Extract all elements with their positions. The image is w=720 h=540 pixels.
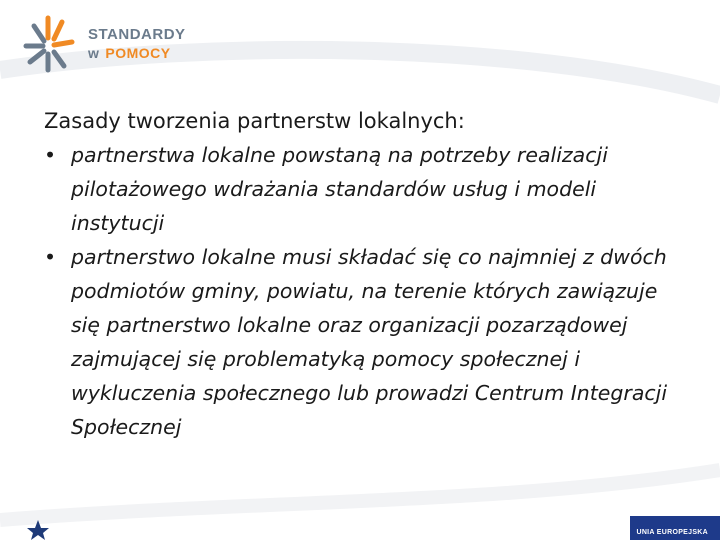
slide-heading: Zasady tworzenia partnerstw lokalnych: [44,109,465,133]
logo-subtitle [88,45,171,61]
eu-badge-text: UNIA EUROPEJSKA [636,529,708,536]
bullet-list [44,138,684,444]
slide-content [44,104,684,444]
logo-star-icon [18,12,84,76]
eu-badge [630,516,720,540]
bullet-text: partnerstwa lokalne powstaną na potrzeby realizacji pilotażowego wdrażania standardów usług i modeli instytucji [71,143,608,235]
flag-star-icon [18,518,58,540]
bullet-text: partnerstwo lokalne musi składać się co najmniej z dwóch podmiotów gminy, powiatu, na terenie których zawiązuje się partnerstwo lokalne oraz organizacji pozarządowej zajmującej się problematyką pomocy społecznej i wykluczenia społecznego lub prowadzi Centrum Integracji Społecznej [71,245,668,439]
logo-subtitle-accent: POMOCY [105,45,171,61]
logo-title: STANDARDY [88,26,186,43]
bullet-marker: • [44,245,57,269]
footer-left-logo [0,518,200,540]
standardy-logo [18,12,218,76]
bullet-item [44,240,684,444]
bullet-marker: • [44,143,57,167]
logo-subtitle-prefix: w [88,45,100,61]
bullet-item [44,138,684,240]
